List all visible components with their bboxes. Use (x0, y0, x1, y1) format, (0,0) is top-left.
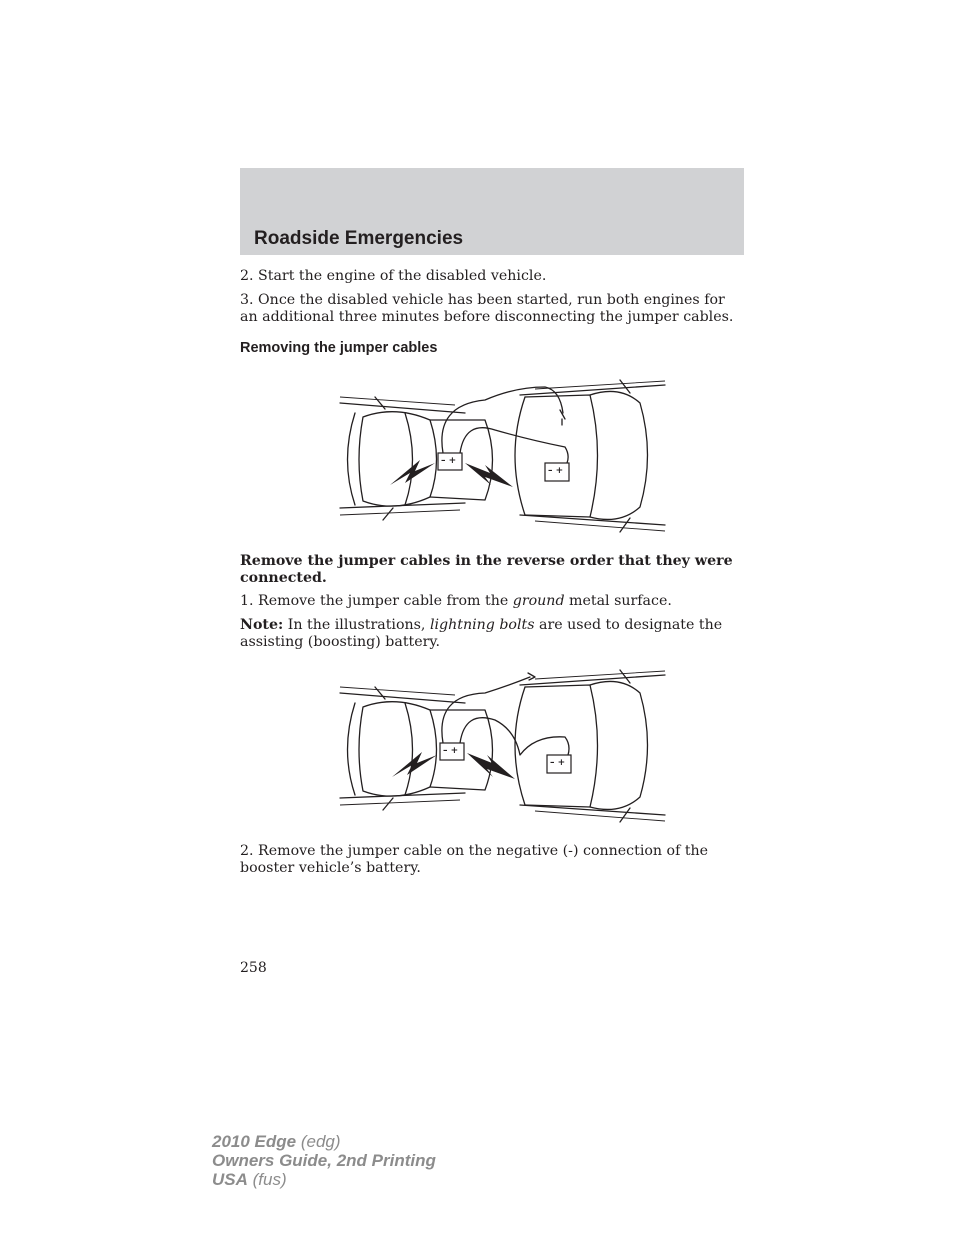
footer-model: 2010 Edge (212, 1132, 297, 1151)
battery-terminals-right: – + (548, 466, 564, 476)
step-2-text: 2. Start the engine of the disabled vehicle. (240, 268, 547, 284)
lightning-bolt-left (392, 752, 437, 777)
subheading-removing-cables: Removing the jumper cables (240, 340, 438, 356)
left-car (340, 397, 493, 520)
footer-region-code: (fus) (247, 1170, 287, 1189)
left-car (340, 687, 493, 810)
footer-line-1 (212, 1132, 436, 1151)
section-title: Roadside Emergencies (254, 228, 464, 249)
lightning-bolt-right (467, 753, 515, 779)
remove-instruction: Remove the jumper cables in the reverse order that they were connected. (240, 553, 733, 586)
remove-step-1 (240, 593, 740, 610)
remove-step-2: 2. Remove the jumper cable on the negative (-) connection of the booster vehicle’s battery. (240, 843, 709, 876)
note-text-1: In the illustrations, (283, 617, 430, 633)
footer-line-2 (212, 1151, 436, 1170)
note-emphasis: lightning bolts (429, 617, 535, 633)
note-paragraph (240, 617, 740, 650)
footer-model-code: (edg) (296, 1132, 341, 1151)
footer-guide: Owners Guide, 2nd Printing (212, 1151, 436, 1170)
lightning-bolt-right (465, 463, 513, 487)
jump-start-illustration-2 (335, 665, 670, 830)
battery-terminals-right: – + (550, 758, 566, 768)
remove-step-1-prefix: 1. Remove the jumper cable from the (240, 593, 513, 609)
remove-step-1-suffix: metal surface. (564, 593, 672, 609)
step-3-text: 3. Once the disabled vehicle has been started, run both engines for an additional three minutes before disconnecting the jumper cables. (240, 292, 734, 325)
note-text-2: are used to designate the assisting (boosting) battery. (240, 617, 723, 650)
page-number: 258 (240, 960, 267, 976)
right-car (515, 670, 665, 822)
footer-region: USA (212, 1170, 248, 1189)
battery-terminals-left: – + (441, 456, 457, 466)
footer-line-3 (212, 1170, 436, 1189)
cars-diagram-1 (335, 375, 670, 540)
jump-start-illustration-1 (335, 375, 670, 540)
battery-terminals-left: – + (443, 746, 459, 756)
cars-diagram-2 (335, 665, 670, 830)
document-footer (212, 1132, 436, 1189)
note-label: Note: (240, 617, 284, 633)
remove-step-1-emphasis: ground (512, 593, 565, 609)
right-car (515, 380, 665, 532)
